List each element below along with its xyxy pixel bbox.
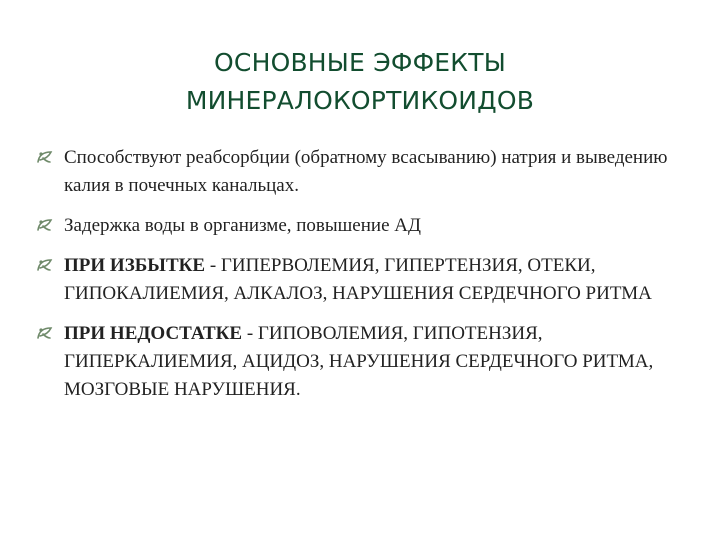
bullet-text [64,255,652,304]
bullet-bold-text: ПРИ ИЗБЫТКЕ [64,255,206,276]
bullet-item-4 [36,320,686,404]
bullet-text [64,215,421,236]
slide-title-line-1: ОСНОВНЫЕ ЭФФЕКТЫ [214,48,506,77]
slide-title-line-2: МИНЕРАЛОКОРТИКОИДОВ [185,86,535,115]
bullet-body-text: Способствуют реабсорбции (обратному всасыванию) натрия и выведению калия в почечных канальцах. [64,147,668,196]
bullet-bold-text: ПРИ НЕДОСТАТКЕ [64,323,243,344]
slide-title [40,44,680,120]
bullet-body-text: - ГИПЕРВОЛЕМИЯ, ГИПЕРТЕНЗИЯ, ОТЕКИ, ГИПОКАЛИЕМИЯ, АЛКАЛОЗ, НАРУШЕНИЯ СЕРДЕЧНОГО РИТМА [64,255,652,304]
floral-leaf-icon [36,322,54,338]
bullet-item-1 [36,144,686,200]
bullet-body-text: - ГИПОВОЛЕМИЯ, ГИПОТЕНЗИЯ, ГИПЕРКАЛИЕМИЯ, АЦИДОЗ, НАРУШЕНИЯ СЕРДЕЧНОГО РИТМА, МОЗГОВЫЕ НАРУШЕНИЯ. [64,323,654,400]
bullet-item-2 [36,212,686,240]
floral-leaf-icon [36,254,54,270]
bullet-body-text: Задержка воды в организме, повышение АД [64,215,421,236]
bullet-list [36,144,686,416]
bullet-text [64,147,667,196]
bullet-text [64,323,653,400]
floral-leaf-icon [36,146,54,162]
floral-leaf-icon [36,214,54,230]
bullet-item-3 [36,252,686,308]
